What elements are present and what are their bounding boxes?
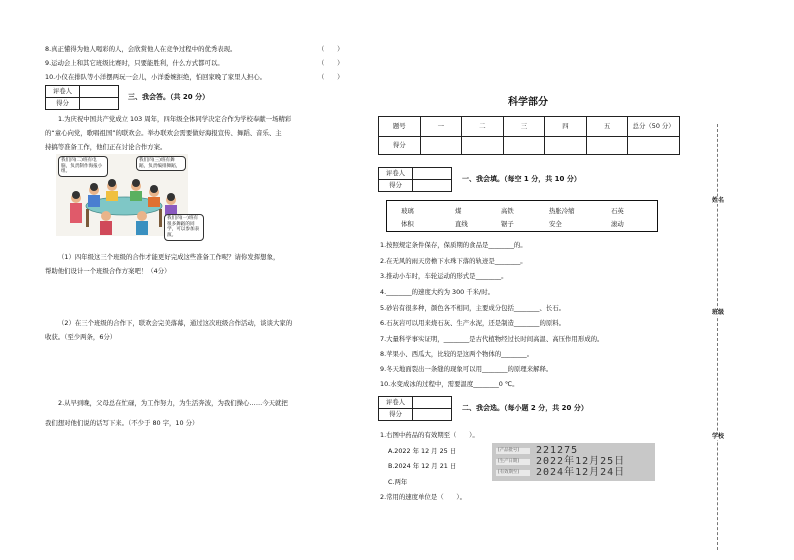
q1-line-1: 1.为庆祝中国共产党成立 103 周年，四年级全体同学决定合作为学校奉献一场精彩 — [58, 115, 292, 123]
choice-q1-option-b[interactable]: B.2024 年 12 月 21 日 — [388, 462, 457, 470]
judge-item-10: 10.小仪在排队等小洋摆两玩一会儿，小洋委婉拒绝，怕回家晚了家里人担心。 — [45, 73, 267, 81]
science-score-table — [378, 116, 680, 155]
fill-item-5[interactable]: 5.砂岩有很多种，颜色各不相同，主要成分包括________、长石。 — [380, 304, 566, 312]
word-bank — [386, 200, 658, 232]
q1-sub1-line-2: 帮助他们设计一个班级合作方案吧！（4分） — [45, 267, 171, 275]
fill-item-7[interactable]: 7.大量科学事实证明，________是古代植物经过长时间高温、高压作用形成的。 — [380, 335, 604, 343]
word-bank-item: 滚动 — [611, 220, 624, 228]
cooperation-illustration — [56, 154, 200, 239]
section1-title: 一、我会填。（每空 1 分，共 10 分） — [462, 175, 581, 183]
fill-item-3[interactable]: 3.推动小车时，车轮运动的形式是________。 — [380, 272, 508, 280]
score-label: 得分 — [46, 98, 80, 110]
header-total: 总分（50 分） — [628, 117, 680, 137]
word-bank-item: 直线 — [455, 220, 468, 228]
scorer-label: 评卷人 — [46, 86, 80, 98]
score-label: 得分 — [379, 409, 413, 421]
score-cell-3[interactable] — [503, 137, 545, 155]
q1-line-2: 的“童心向党，歌唱祖国”的联欢会。举办联欢会需要做好海报宣传、舞蹈、音乐、主 — [45, 129, 282, 137]
judge-item-8: 8.真正懂得为他人喝彩的人，会欣赏他人在竞争过程中的优秀表现。 — [45, 45, 237, 53]
row-score-label: 得分 — [379, 137, 421, 155]
bubble-class-two: 我们四(二)班有电脑，负责制作海报小组。 — [58, 156, 108, 177]
binding-label-school: 学校 — [712, 433, 725, 440]
bubble-class-three: 我们四(三)班有舞蹈，负责编排舞蹈， — [136, 156, 186, 171]
header-4: 四 — [545, 117, 587, 137]
header-5: 五 — [586, 117, 628, 137]
score-cell-1[interactable] — [420, 137, 462, 155]
scorer-label: 评卷人 — [379, 168, 413, 180]
choice-q2[interactable]: 2.常用的速度单位是（ ）。 — [380, 493, 466, 501]
q2-line-1: 2.从早到晚，父母总在忙碌，为工作努力，为生活奔波，为我们操心……今天就把 — [58, 399, 288, 407]
word-bank-item: 石英 — [611, 207, 624, 215]
score-cell-5[interactable] — [586, 137, 628, 155]
science-title: 科学部分 — [508, 97, 548, 108]
header-2: 二 — [462, 117, 504, 137]
score-cell[interactable] — [413, 409, 452, 421]
header-3: 三 — [503, 117, 545, 137]
section2-title: 二、我会选。（每小题 2 分，共 20 分） — [462, 404, 588, 412]
judge-paren-9[interactable]: （ ） — [318, 59, 344, 67]
scorer-cell[interactable] — [80, 86, 119, 98]
scorer-cell[interactable] — [413, 397, 452, 409]
choice-q1-option-c[interactable]: C.两年 — [388, 478, 408, 486]
binding-line — [717, 124, 718, 550]
binding-label-name: 姓名 — [712, 197, 725, 204]
scorer-label: 评卷人 — [379, 397, 413, 409]
choice-q1-option-a[interactable]: A.2022 年 12 月 25 日 — [388, 447, 457, 455]
q1-sub2-line-1: （2）在三个班级的合作下，联欢会完美落幕，通过这次班级合作活动，谈谈大家的 — [58, 319, 293, 327]
header-question-no: 题号 — [379, 117, 421, 137]
judge-paren-10[interactable]: （ ） — [318, 73, 344, 81]
fill-item-9[interactable]: 9.冬天地面裂出一条缝的现象可以用________的原理来解释。 — [380, 365, 553, 373]
bubble-class-one: 我们四(一)班有很多舞蹈的同学，可以参加表演。 — [164, 214, 204, 241]
word-bank-item: 安全 — [549, 220, 562, 228]
score-label: 得分 — [379, 180, 413, 192]
q1-sub2-line-2: 收获。（至少两条，6分） — [45, 333, 117, 341]
score-box-science-1 — [378, 167, 452, 192]
score-cell-2[interactable] — [462, 137, 504, 155]
medicine-row-batch: [产品批号] 221275 — [498, 445, 579, 456]
word-bank-item: 高铁 — [501, 207, 514, 215]
fill-item-2[interactable]: 2.在无风的雨天房檐下水珠下落的轨迹是________。 — [380, 257, 527, 265]
score-cell-total[interactable] — [628, 137, 680, 155]
q1-sub1-line-1: （1）四年级这三个班级的合作才能更好完成这些准备工作呢？请你发挥想象， — [58, 253, 280, 261]
word-bank-item: 体积 — [401, 220, 414, 228]
medicine-row-production-date: [生产日期] 2022年12月25日 — [498, 456, 626, 467]
word-bank-item: 锯子 — [501, 220, 514, 228]
score-box-left — [45, 85, 119, 110]
judge-item-9: 9.运动会上和其它班级比赛时，只要能胜利，什么方式都可以。 — [45, 59, 224, 67]
q2-line-2: 我们想对他们说的话写下来。（不少于 80 字，10 分） — [45, 419, 199, 427]
score-box-science-2 — [378, 396, 452, 421]
fill-item-1[interactable]: 1.按照规定条件保存，保质期的食品是________的。 — [380, 241, 527, 249]
score-cell-4[interactable] — [545, 137, 587, 155]
q1-line-3: 持搞等准备工作，他们正在讨论合作方案。 — [45, 143, 167, 151]
binding-label-class: 班级 — [712, 309, 725, 316]
choice-q1[interactable]: 1.右图中药品的有效期至（ ）。 — [380, 431, 479, 439]
fill-item-10[interactable]: 10.水变成冰的过程中，需要温度________0 ℃。 — [380, 380, 519, 388]
score-cell[interactable] — [413, 180, 452, 192]
word-bank-item: 玻璃 — [401, 207, 414, 215]
medicine-row-expiry: [有效期至] 2024年12月24日 — [498, 467, 626, 478]
scorer-cell[interactable] — [413, 168, 452, 180]
medicine-label-image — [492, 443, 655, 481]
fill-item-8[interactable]: 8.苹果小、西瓜大，比较的是这两个物体的________。 — [380, 350, 534, 358]
word-bank-item: 热胀冷缩 — [549, 207, 575, 215]
header-1: 一 — [420, 117, 462, 137]
section3-title: 三、我会答。（共 20 分） — [128, 93, 210, 101]
judge-paren-8[interactable]: （ ） — [318, 45, 344, 53]
fill-item-6[interactable]: 6.石灰岩可以用来烧石灰、生产水泥，还是制造________的原料。 — [380, 319, 566, 327]
fill-item-4[interactable]: 4.________的速度大约为 300 千米/时。 — [380, 288, 494, 296]
score-cell[interactable] — [80, 98, 119, 110]
word-bank-item: 煤 — [455, 207, 462, 215]
